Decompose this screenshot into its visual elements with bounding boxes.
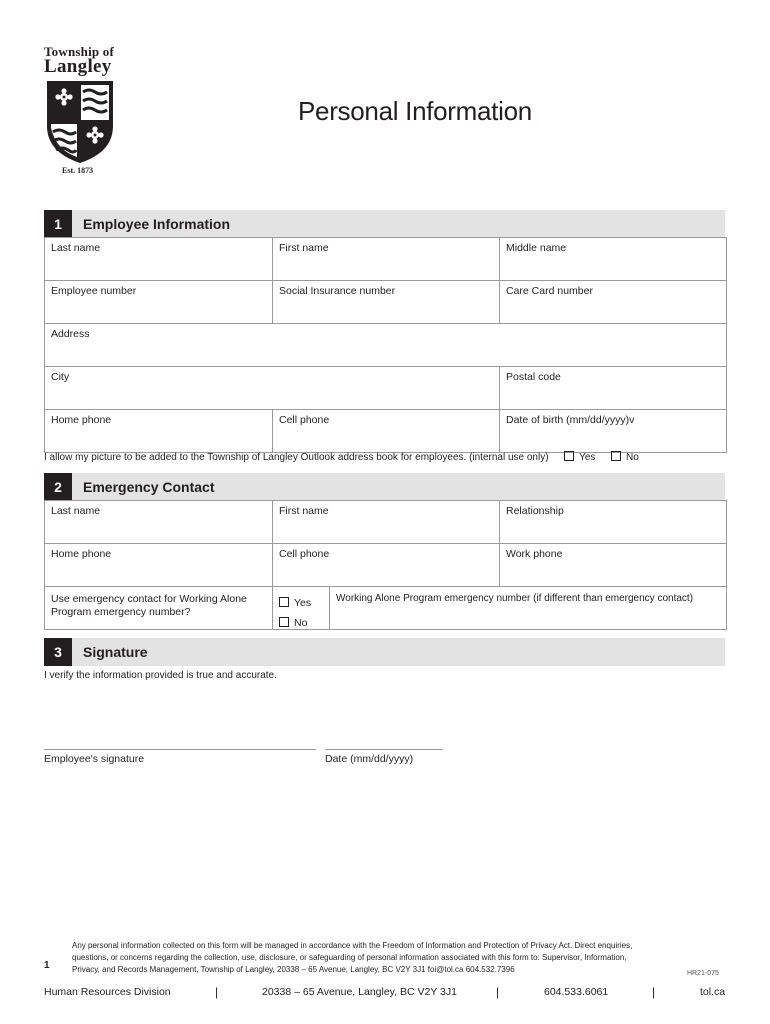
postal-code-label: Postal code <box>506 371 561 383</box>
ec-work-phone-label: Work phone <box>506 548 563 560</box>
page-number: 1 <box>44 960 50 971</box>
logo-township-of: Township of <box>44 44 115 59</box>
signature-line[interactable] <box>44 749 316 750</box>
address-field[interactable] <box>45 324 726 366</box>
cell-phone-field[interactable] <box>272 410 499 452</box>
picture-consent-text: I allow my picture to be added to the Township of Langley Outlook address book for employees. (internal use only) <box>44 452 549 463</box>
ec-relationship-field[interactable] <box>499 501 726 543</box>
logo-langley: Langley <box>44 56 112 77</box>
consent-yes-checkbox[interactable] <box>564 451 574 461</box>
working-alone-question-line1: Use emergency contact for Working Alone <box>51 593 247 605</box>
section-3-title: Signature <box>83 644 148 660</box>
ec-first-name-label: First name <box>279 505 329 517</box>
consent-no-label: No <box>626 452 639 463</box>
last-name-label: Last name <box>51 242 101 254</box>
ec-home-phone-field[interactable] <box>45 544 272 586</box>
ec-work-phone-field[interactable] <box>499 544 726 586</box>
address-label: Address <box>51 328 90 340</box>
ec-home-phone-label: Home phone <box>51 548 112 560</box>
care-card-label: Care Card number <box>506 285 593 297</box>
footer-separator: | <box>496 985 500 999</box>
disclaimer-line-3: Privacy, and Records Management, Township of Langley, 20338 – 65 Avenue, Langley, BC V2Y 3J1 foi@tol.ca 604.532.7396 <box>72 965 515 974</box>
disclaimer-line-1: Any personal information collected on this form will be managed in accordance with the Freedom of Information and Protection of Privacy Act. Direct enquiries, <box>72 941 633 950</box>
middle-name-label: Middle name <box>506 242 567 254</box>
employee-number-label: Employee number <box>51 285 137 297</box>
date-of-birth-label: Date of birth (mm/dd/yyyy)v <box>506 414 635 426</box>
section-1-header <box>44 210 725 238</box>
section-3-header <box>44 638 725 666</box>
ec-last-name-field[interactable] <box>45 501 272 543</box>
ec-last-name-label: Last name <box>51 505 101 517</box>
ec-relationship-label: Relationship <box>506 505 564 517</box>
section-1-number: 1 <box>44 210 72 238</box>
ec-cell-phone-label: Cell phone <box>279 548 330 560</box>
city-label: City <box>51 371 70 383</box>
consent-yes-label: Yes <box>579 452 596 463</box>
privacy-disclaimer <box>72 940 712 976</box>
working-alone-yes-label: Yes <box>294 597 312 609</box>
working-alone-question <box>45 587 272 629</box>
home-phone-field[interactable] <box>45 410 272 452</box>
section-2-number: 2 <box>44 473 72 501</box>
consent-no-checkbox[interactable] <box>611 451 621 461</box>
working-alone-no-label: No <box>294 617 308 629</box>
footer-website[interactable]: tol.ca <box>700 986 726 998</box>
working-alone-number-field[interactable] <box>329 587 726 629</box>
employee-information-grid <box>44 237 727 453</box>
middle-name-field[interactable] <box>499 238 726 280</box>
working-alone-no-checkbox[interactable] <box>279 617 289 627</box>
employee-signature-label: Employee's signature <box>44 753 145 765</box>
cell-phone-label: Cell phone <box>279 414 330 426</box>
section-2-title: Emergency Contact <box>83 479 215 495</box>
ec-cell-phone-field[interactable] <box>272 544 499 586</box>
township-crest-icon <box>46 80 114 164</box>
footer-separator: | <box>652 985 656 999</box>
footer-phone: 604.533.6061 <box>544 986 609 998</box>
employee-number-field[interactable] <box>45 281 272 323</box>
footer-division: Human Resources Division <box>44 986 171 998</box>
sin-field[interactable] <box>272 281 499 323</box>
date-of-birth-field[interactable] <box>499 410 726 452</box>
section-3-number: 3 <box>44 638 72 666</box>
last-name-field[interactable] <box>45 238 272 280</box>
working-alone-number-label: Working Alone Program emergency number (if different than emergency contact) <box>336 593 694 604</box>
signature-date-line[interactable] <box>325 749 443 750</box>
logo-established: Est. 1873 <box>62 166 94 175</box>
page-title: Personal Information <box>298 96 532 126</box>
care-card-field[interactable] <box>499 281 726 323</box>
working-alone-yes-checkbox[interactable] <box>279 597 289 607</box>
postal-code-field[interactable] <box>499 367 726 409</box>
signature-date-label: Date (mm/dd/yyyy) <box>325 753 414 765</box>
working-alone-options <box>272 587 329 629</box>
section-1-title: Employee Information <box>83 216 231 232</box>
footer-separator: | <box>215 985 219 999</box>
picture-consent-row <box>44 451 639 463</box>
section-2-header <box>44 473 725 501</box>
home-phone-label: Home phone <box>51 414 112 426</box>
disclaimer-line-2: questions, or concerns regarding the collection, use, disclosure, or safeguarding of personal information associated with this form to: Supervisor, Information, <box>72 953 627 962</box>
sin-label: Social Insurance number <box>279 285 396 297</box>
working-alone-question-line2: Program emergency number? <box>51 606 191 618</box>
form-code: HR21-075 <box>687 970 719 977</box>
first-name-label: First name <box>279 242 329 254</box>
ec-first-name-field[interactable] <box>272 501 499 543</box>
first-name-field[interactable] <box>272 238 499 280</box>
verify-statement: I verify the information provided is true and accurate. <box>44 670 277 681</box>
emergency-contact-grid <box>44 500 727 630</box>
city-field[interactable] <box>45 367 499 409</box>
footer-address: 20338 – 65 Avenue, Langley, BC V2Y 3J1 <box>262 986 457 998</box>
